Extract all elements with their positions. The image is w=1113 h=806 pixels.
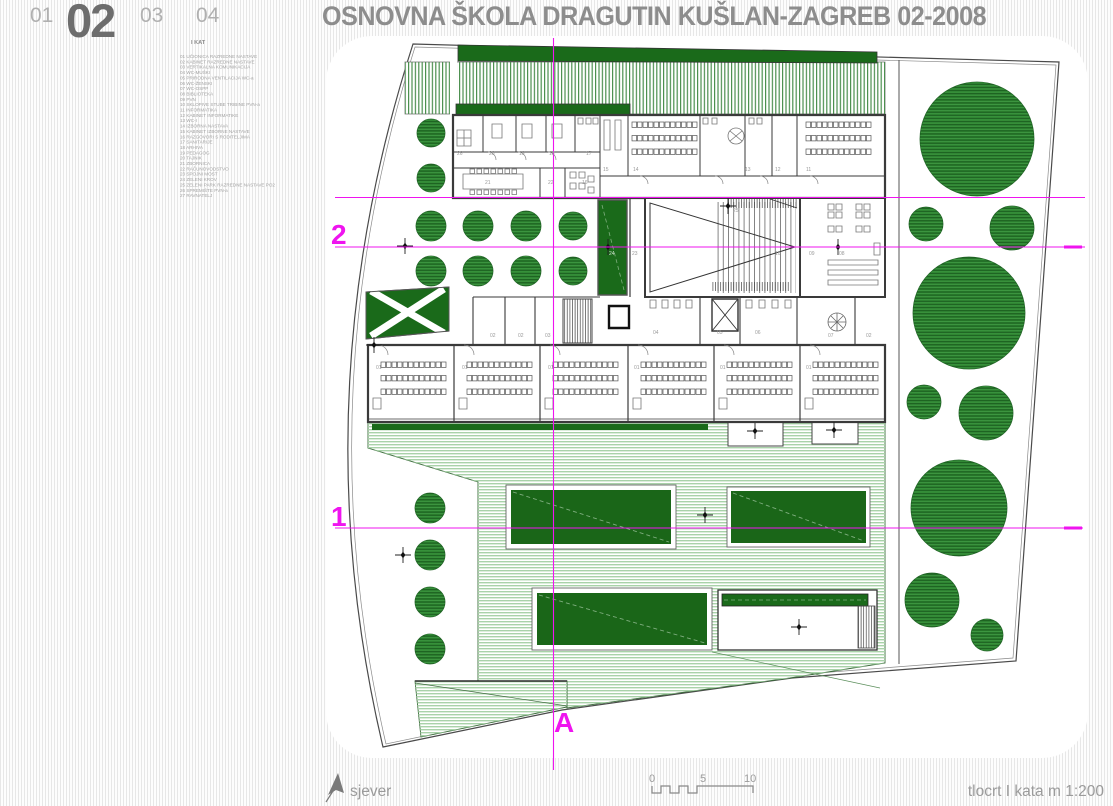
room-label: 02 — [490, 333, 496, 339]
axis-label-1: 1 — [331, 501, 347, 532]
page-tab-03[interactable]: 03 — [140, 4, 164, 27]
legend-item: 19 PEDAGOG — [180, 150, 210, 156]
room-label: 02 — [518, 333, 524, 339]
legend-item: 01 UČIONICA RAZREDNE NASTAVE — [180, 54, 258, 59]
page-tab-01[interactable]: 01 — [30, 4, 54, 27]
page-tab-02-active[interactable]: 02 — [66, 0, 115, 47]
room-label: 05 — [717, 330, 723, 336]
room-label: 01 — [806, 365, 812, 371]
legend-item: 12 KABINET INFORMATIKE — [180, 112, 239, 118]
legend-item: 04 WC-MUŠKI — [180, 70, 211, 76]
room-label: 01 — [462, 365, 468, 371]
room-label: 23 — [632, 251, 638, 257]
legend-item: 08 BIBLIOTEKA — [180, 91, 214, 97]
page-tab-04[interactable]: 04 — [196, 4, 220, 27]
legend-item: 03 VERTIKALNA KOMUNIKACIJA — [180, 64, 251, 70]
green-roof-band — [405, 45, 885, 116]
room-label: 08 — [839, 251, 845, 257]
room-label: 20 — [489, 151, 495, 157]
legend-item: 15 KABINET IZBORNE NASTAVE — [180, 128, 250, 134]
room-label: 12 — [775, 167, 781, 173]
room-label: 14 — [633, 167, 639, 173]
room-label: 16 — [582, 180, 588, 186]
north-label: sjever — [350, 783, 392, 800]
green-roof-x — [366, 287, 449, 339]
legend-item: 14 IZBORNA NASTAVA — [180, 123, 229, 129]
top-block — [453, 115, 885, 198]
legend-item: 02 KABINET RAZREDNE NASTAVE — [180, 59, 255, 65]
drawing-scale-label: tlocrt I kata m 1:200 — [967, 783, 1104, 800]
room-label: 19 — [519, 151, 525, 157]
room-label: 22 — [548, 180, 554, 186]
room-label: 25 — [733, 208, 739, 214]
scale-bar — [652, 786, 753, 793]
room-label: 13 — [745, 167, 751, 173]
legend-item: 27 RAVNATELJ — [180, 193, 213, 199]
legend-floor-title: I KAT — [191, 40, 206, 46]
room-label: 07 — [828, 333, 834, 339]
sheet-title: OSNOVNA ŠKOLA DRAGUTIN KUŠLAN-ZAGREB 02-2008 — [322, 1, 987, 31]
room-label: 24 — [609, 251, 615, 257]
room-label: 01 — [634, 365, 640, 371]
legend-item: 23 SPOJNI MOST — [180, 171, 218, 177]
legend — [180, 40, 275, 198]
legend-item: 21 ZBORNICA — [180, 161, 211, 166]
park-structure — [718, 590, 877, 650]
legend-item: 18 ARHIVA — [180, 144, 203, 150]
legend-item: 26 SPREMIŠTE PVN-a — [180, 187, 228, 193]
legend-item: 20 TAJNIK — [180, 155, 202, 161]
room-label: 10 — [775, 251, 781, 257]
axis-label-A: A — [554, 707, 575, 738]
north-arrow-icon — [326, 773, 344, 802]
room-label: 04 — [653, 330, 659, 336]
legend-item: 09 PVN — [180, 96, 196, 102]
room-label: 03 — [545, 333, 551, 339]
room-label: 01 — [376, 365, 382, 371]
classroom-band — [368, 345, 885, 422]
axis-label-2: 2 — [331, 219, 347, 250]
room-label: 11 — [806, 167, 812, 173]
legend-item: 25 ZELENI PARK RAZREDNE NASTAVE PO2 — [180, 182, 275, 188]
scale-tick: 0 — [649, 773, 656, 785]
room-label: 17 — [586, 151, 592, 157]
room-label: 06 — [755, 330, 761, 336]
room-label: 01 — [720, 365, 726, 371]
footer — [326, 773, 1104, 802]
scale-tick: 5 — [700, 773, 707, 785]
legend-item: 24 ZELENI KROV — [180, 177, 217, 183]
legend-item: 06 WC-ŽENSKI — [180, 80, 213, 86]
room-label: 18 — [549, 151, 555, 157]
legend-item: 13 WC-I — [180, 118, 197, 124]
room-label: 09 — [809, 251, 815, 257]
room-label: 26 — [457, 151, 463, 157]
room-label: 01 — [548, 365, 554, 371]
room-label: 02 — [866, 333, 872, 339]
legend-item: 10 SKLOPIVE STUBE TRIBINE PVN-a — [180, 102, 260, 108]
legend-item: 16 RAZGOVORI S RODITELJIMA — [180, 134, 250, 140]
legend-item: 05 PRIRODNA VENTILACIJA WC-a — [180, 75, 254, 81]
room-label: 21 — [485, 180, 491, 186]
legend-item: 17 SANITARIJE — [180, 139, 213, 145]
room-label: 15 — [603, 167, 609, 173]
scale-tick: 10 — [744, 773, 757, 785]
legend-item: 22 RAČUNOVODSTVO — [180, 166, 229, 172]
legend-item: 07 WC-OSPP — [180, 86, 209, 92]
legend-item: 11 INFORMATIKA — [180, 107, 218, 113]
scale-ticks — [649, 773, 756, 785]
